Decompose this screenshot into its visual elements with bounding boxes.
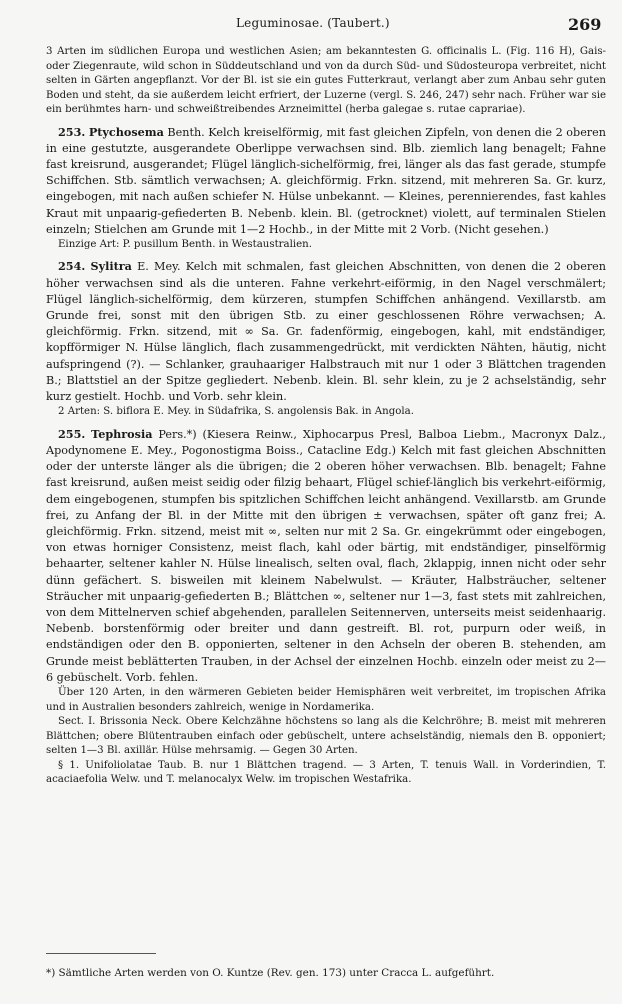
paragraph-galega-species: 3 Arten im südlichen Europa und westlichen Asien; am bekanntesten G. officinalis L. (Fig. 116 H), Gais- oder Ziegenraute, wild schon in Süddeutschland und von da durch Süd- und Südosteuropa verbreitet, nicht selten in Gärten angepflanzt. Vor der Bl. ist sie ein gutes Futterkraut, verlangt aber zum Anbau sehr guten Boden und steht, da sie außerdem leicht erfriert, der Luzerne (vergl. S. 246, 247) sehr nach. Früher war sie ein berühmtes harn- und schweißtreibendes Arzneimittel (herba galegae s. rutae caprariae). [46,46,606,115]
entry-sylitra [46,258,606,405]
genus-name: Ptychosema [88,124,164,139]
entry-ptychosema [46,124,606,238]
species-note-ptychosema: Einzige Art: P. pusillum Benth. in Westaustralien. [58,238,312,250]
genus-name: Sylitra [90,259,132,274]
species-note-sylitra: 2 Arten: S. biflora E. Mey. in Südafrika, S. angolensis Bak. in Angola. [58,406,414,418]
species-note-tephrosia: Über 120 Arten, in den wärmeren Gebieten beider Hemisphären weit verbreitet, im tropischen Afrika und in Australien besonders zahlreich, wenige in Nordamerika. [46,687,606,713]
running-title: Leguminosae. (Taubert.) [236,16,390,30]
entry-description: E. Mey. Kelch mit schmalen, fast gleichen Abschnitten, von denen die 2 oberen höher verwachsen sind als die unteren. Fahne verkehrt-eiförmig, in den Nagel verschmälert; Flügel länglich-sichelförmig, dem kürzeren, stumpfen Schiffchen anhängend. Vexillarstb. am Grunde frei, sonst mit den übrigen Stb. zu einer geschlossenen Röhre verwachsen; A. gleichförmig. Frkn. sitzend, mit ∞ Sa. Gr. fadenförmig, eingebogen, kahl, mit endständiger, kopfförmiger N. Hülse länglich, flach zusammengedrückt, mit verdickten Nähten, häutig, nicht aufspringend (?). — Schlanker, grauhaariger Halbstrauch mit nur 1 oder 3 Blättchen tragenden B.; Blattstiel an der Spitze gegliedert. Nebenb. klein. Bl. sehr klein, zu je 2 achselständig, sehr kurz gestielt. Hochb. und Vorb. sehr klein. [46,260,607,404]
page-number: 269 [568,15,602,34]
entry-description: Benth. Kelch kreiselförmig, mit fast gleichen Zipfeln, von denen die 2 oberen in eine gestutzte, ausgerandete Oberlippe verwachsen sind. Blb. ziemlich lang benagelt; Fahne fast kreisrund, ausgerandet; Flügel länglich-sichelförmig, frei, länger als das fast gerade, stumpfe Schiffchen. Stb. sämtlich verwachsen; A. gleichförmig. Frkn. sitzend, mit mehreren Sa. Gr. kurz, eingebogen, mit nach außen schiefer N. Hülse unbekannt. — Kleines, perennierendes, fast kahles Kraut mit unpaarig-gefiederten B. Nebenb. klein. Bl. (getrocknet) violett, auf terminalen Stielen einzeln; Stielchen am Grunde mit 1—2 Hochb., in der Mitte mit 2 Vorb. (Nicht gesehen.) [46,125,606,236]
entry-description: Pers.*) (Kiesera Reinw., Xiphocarpus Presl, Balboa Liebm., Macronyx Dalz., Apodynomene E. Mey., Pogonostigma Boiss., Catacline Edg.) Kelch mit fast gleichen Abschnitten oder der unterste länger als die übrigen; die 2 oberen höher verwachsen. Blb. benagelt; Fahne fast kreisrund, außen meist seidig oder filzig behaart, Flügel schief-länglich bis verkehrt-eiförmig, dem eingebogenen, stumpfen bis spitzlichen Schiffchen leicht anhängend. Vexillarstb. am Grunde frei, zu Anfang der Bl. in der Mitte mit den übrigen ± verwachsen, später oft ganz frei; A. gleichförmig. Frkn. sitzend, meist mit ∞, selten nur mit 2 Sa. Gr. eingekrümmt oder eingebogen, von etwas horniger Consistenz, meist flach, kahl oder bärtig, mit endständiger, pinselförmig behaarter, seltener kahler N. Hülse linealisch, selten oval, flach, 2klappig, innen nicht oder sehr dünn gefächert. S. bisweilen mit kleinem Nabelwulst. — Kräuter, Halbsträucher, seltener Sträucher mit unpaarig-gefiederten B.; Blättchen ∞, seltener nur 1—3, fast stets mit zahlreichen, von dem Mittelnerven schief abgehenden, parallelen Seitennerven, unterseits meist seidenhaarig. Nebenb. borstenförmig oder breiter und dann gestreift. Bl. rot, purpurn oder weiß, in endständigen oder den B. opponierten, seltener in den Achseln der oberen B. stehenden, am Grunde meist beblätterten Trauben, in der Achsel der einzelnen Hochb. einzeln oder meist zu 2—6 gebüschelt. Vorb. fehlen. [46,427,606,684]
entry-number: 254. [58,259,86,274]
footnote: *) Sämtliche Arten werden von O. Kuntze (Rev. gen. 173) unter Cracca L. aufgeführt. [46,967,495,979]
entry-number: 255. [58,426,86,441]
entry-tephrosia [46,426,606,686]
subsection-unifoliolatae: § 1. Unifoliolatae Taub. B. nur 1 Blättchen tragend. — 3 Arten, T. tenuis Wall. in Vorderindien, T. acaciaefolia Welw. und T. melanocalyx Welw. im tropischen Westafrika. [46,759,606,785]
section-brissonia: Sect. I. Brissonia Neck. Obere Kelchzähne höchstens so lang als die Kelchröhre; B. meist mit mehreren Blättchen; obere Blütentrauben einfach oder gebüschelt, untere achselständig, niemals den B. opponiert; selten 1—3 Bl. axillär. Hülse mehrsamig. — Gegen 30 Arten. [46,716,606,756]
entry-number: 253. [58,124,86,139]
page-body [46,45,606,788]
genus-name: Tephrosia [91,426,153,441]
page-header [0,10,622,36]
footnote-divider [46,953,156,954]
